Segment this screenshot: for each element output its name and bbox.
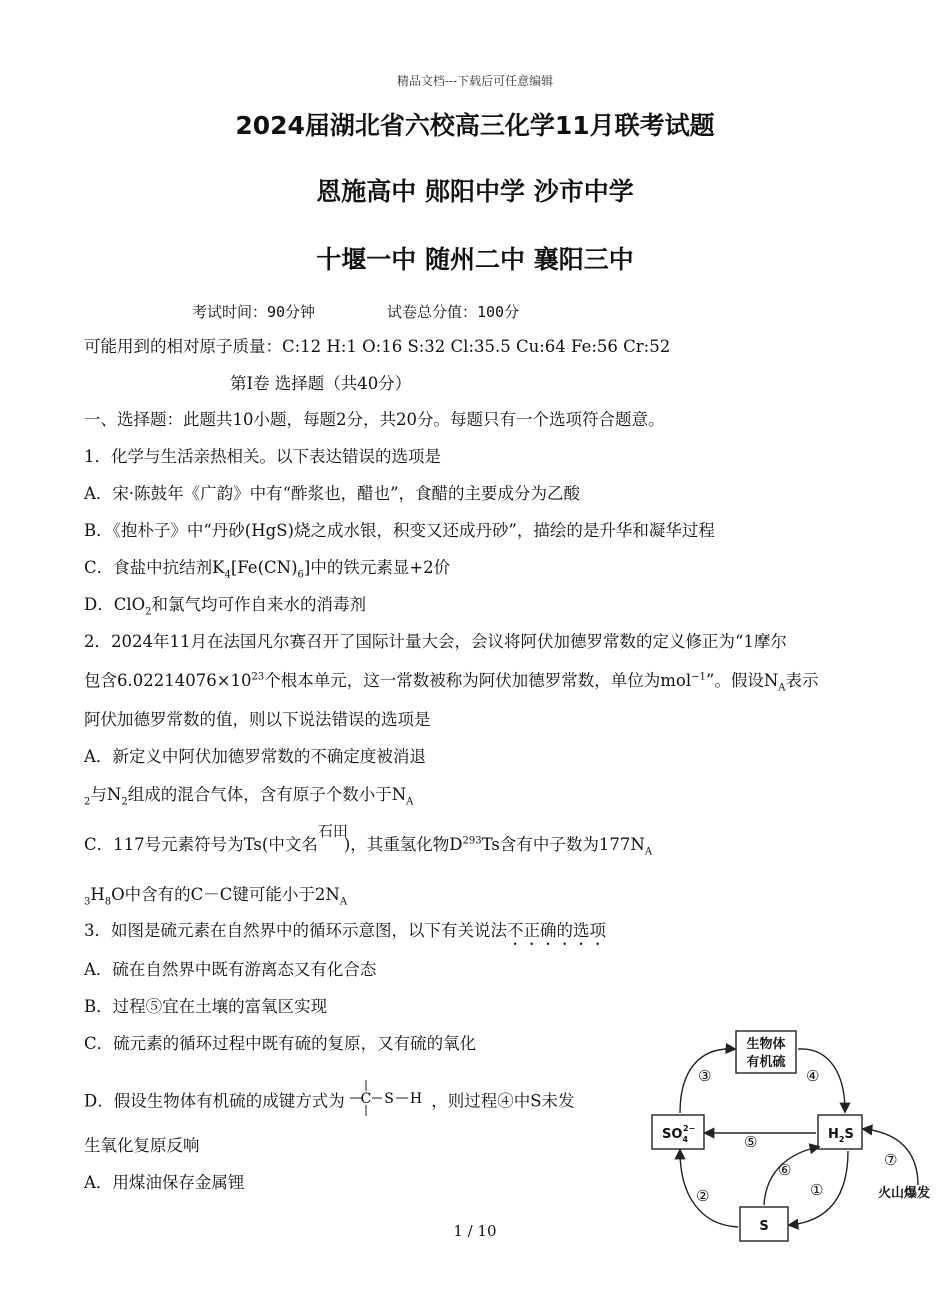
q1-c-text-3: ]中的铁元素显+2价 [303, 558, 451, 577]
q2-d-sub-1: 8 [104, 896, 112, 908]
h2s-h: H [828, 1127, 839, 1142]
q2-l2-sup-2: −1 [691, 671, 706, 683]
q2-stem-line-2 [84, 670, 819, 692]
q2-l2-sup-1: 23 [251, 671, 265, 683]
sulfur-cycle-diagram [640, 1025, 945, 1243]
extra-option-a: A．用煤油保存金属锂 [84, 1173, 245, 1192]
struct-sulfur: S [384, 1091, 394, 1107]
q1-d-text-1: D．ClO [84, 595, 146, 614]
h2s-label [828, 1127, 854, 1144]
q3-option-c: C．硫元素的循环过程中既有硫的复原，又有硫的氧化 [84, 1034, 477, 1053]
sulfate-so: SO [662, 1127, 683, 1142]
step-2-label: ② [696, 1187, 710, 1205]
q3-stem-text: 3．如图是硫元素在自然界中的循环示意图，以下有关说法 [84, 921, 507, 940]
organic-sulfur-line-2: 有机硫 [746, 1055, 786, 1070]
q3-d-text-1: D．假设生物体有机硫的成键方式为 [84, 1091, 345, 1111]
q3-option-b: B．过程⑤宜在土壤的富氧区实现 [84, 997, 328, 1016]
volcano-label: 火山爆发 [878, 1186, 931, 1201]
step-1-label: ① [810, 1181, 824, 1199]
q2-l2-text-2: 个根本单元，这一常数被称为阿伏加德罗常数，单位为mol [264, 671, 692, 690]
q3-d-text-2: ，则过程④中S未发 [431, 1091, 575, 1111]
q2-option-a: A．新定义中阿伏加德罗常数的不确定度被消退 [84, 747, 426, 766]
q2-d-sub-2: A [339, 896, 348, 908]
step-5-label: ⑤ [744, 1133, 758, 1151]
q1-option-a: A．宋·陈鼓年《广韵》中有“酢浆也，醋也”，食醋的主要成分为乙酸 [84, 484, 581, 503]
q2-l2-sub: A [778, 682, 786, 694]
sulfate-charge: 2− [683, 1124, 696, 1133]
q2-l2-text-1: 包含6.02214076×10 [84, 671, 252, 690]
q3-option-d-continued: 生氧化复原反响 [84, 1136, 200, 1155]
q2-c-text-1: C．117号元素符号为Ts(中文名 [84, 835, 318, 854]
struct-carbon: C [360, 1091, 372, 1107]
q1-option-d [84, 594, 366, 616]
struct-hydrogen: H [409, 1091, 423, 1107]
q2-d-sub-0: 3 [84, 896, 91, 908]
q2-b-sub-2: A [406, 796, 414, 808]
q2-option-d [84, 884, 347, 906]
q2-stem-line-1: 2．2024年11月在法国凡尔赛召开了国际计量大会，会议将阿伏加德罗常数的定义修正为“1摩尔 [84, 632, 787, 651]
q2-c-sub: A [644, 846, 653, 858]
q2-c-sup: 293 [462, 835, 482, 847]
q2-b-sub-1: 2 [121, 796, 128, 808]
q3-stem-emphasis: 不正确的选项 [507, 921, 606, 940]
q2-b-text-2: 组成的混合气体，含有原子个数小于N [127, 785, 407, 804]
volume-heading: 第I卷 选择题（共40分） [230, 374, 412, 393]
q3-option-a: A．硫在自然界中既有游离态又有化合态 [84, 960, 377, 979]
page-number: 1 / 10 [453, 1222, 497, 1240]
q2-d-text-1: H [90, 885, 105, 904]
q2-stem-line-3: 阿伏加德罗常数的值，则以下说法错误的选项是 [84, 710, 431, 729]
school-list-2: 十堰一中 随州二中 襄阳三中 [316, 245, 634, 274]
sulfate-sub: 4 [682, 1135, 688, 1144]
sulfur-label: S [759, 1219, 769, 1234]
q1-d-sub: 2 [145, 606, 152, 618]
h2s-s: S [844, 1127, 854, 1142]
step-6-label: ⑥ [778, 1161, 792, 1179]
q1-option-b: B．《抱朴子》中“丹砂(HgS)烧之成水银，积变又还成丹砂”，描绘的是升华和凝华过程 [84, 521, 715, 540]
ts-chinese-name: 石田 [317, 822, 348, 840]
q2-option-c [84, 822, 653, 858]
step-4-label: ④ [806, 1067, 820, 1085]
step-3-label: ③ [698, 1067, 712, 1085]
q1-c-text-2: [Fe(CN) [230, 558, 298, 577]
total-score: 试卷总分值：100分 [387, 303, 520, 321]
q1-d-text-2: 和氯气均可作自来水的消毒剂 [151, 595, 367, 614]
q1-c-sub-1: 4 [224, 569, 231, 581]
q3-stem [84, 920, 606, 949]
h2s-sub: 2 [838, 1135, 845, 1144]
q2-c-text-3: Ts含有中子数为177N [481, 835, 645, 854]
header-note: 精品文档---下载后可任意编辑 [396, 74, 554, 88]
school-list-1: 恩施高中 郧阳中学 沙市中学 [316, 177, 634, 206]
q1-c-sub-2: 6 [297, 569, 304, 581]
step-7-label: ⑦ [884, 1151, 898, 1169]
q1-option-c [84, 557, 450, 579]
sulfate-label [662, 1124, 695, 1144]
organosulfur-structure [350, 1078, 426, 1118]
section-heading: 一、选择题：此题共10小题，每题2分，共20分。每题只有一个选项符合题意。 [84, 410, 665, 429]
q2-l2-text-4: 表示 [785, 671, 819, 690]
q2-option-b [84, 784, 413, 806]
q2-l2-text-3: ”。假设N [705, 671, 779, 690]
atomic-masses: 可能用到的相对原子质量：C:12 H:1 O:16 S:32 Cl:35.5 Cu:64 Fe:56 Cr:52 [84, 337, 671, 356]
q2-b-sub-0: 2 [84, 796, 91, 808]
q2-c-text-2: )，其重氢化物D [343, 835, 463, 854]
q2-b-text-1: 与N [90, 785, 122, 804]
exam-time: 考试时间：90分钟 [192, 303, 316, 321]
exam-title: 2024届湖北省六校高三化学11月联考试题 [235, 111, 715, 140]
q3-option-d [84, 1082, 575, 1122]
q1-stem: 1．化学与生活亲热相关。以下表达错误的选项是 [84, 447, 441, 466]
q2-d-text-2: O中含有的C－C键可能小于2N [111, 885, 340, 904]
organic-sulfur-line-1: 生物体 [746, 1037, 786, 1052]
q1-c-text-1: C．食盐中抗结剂K [84, 558, 225, 577]
